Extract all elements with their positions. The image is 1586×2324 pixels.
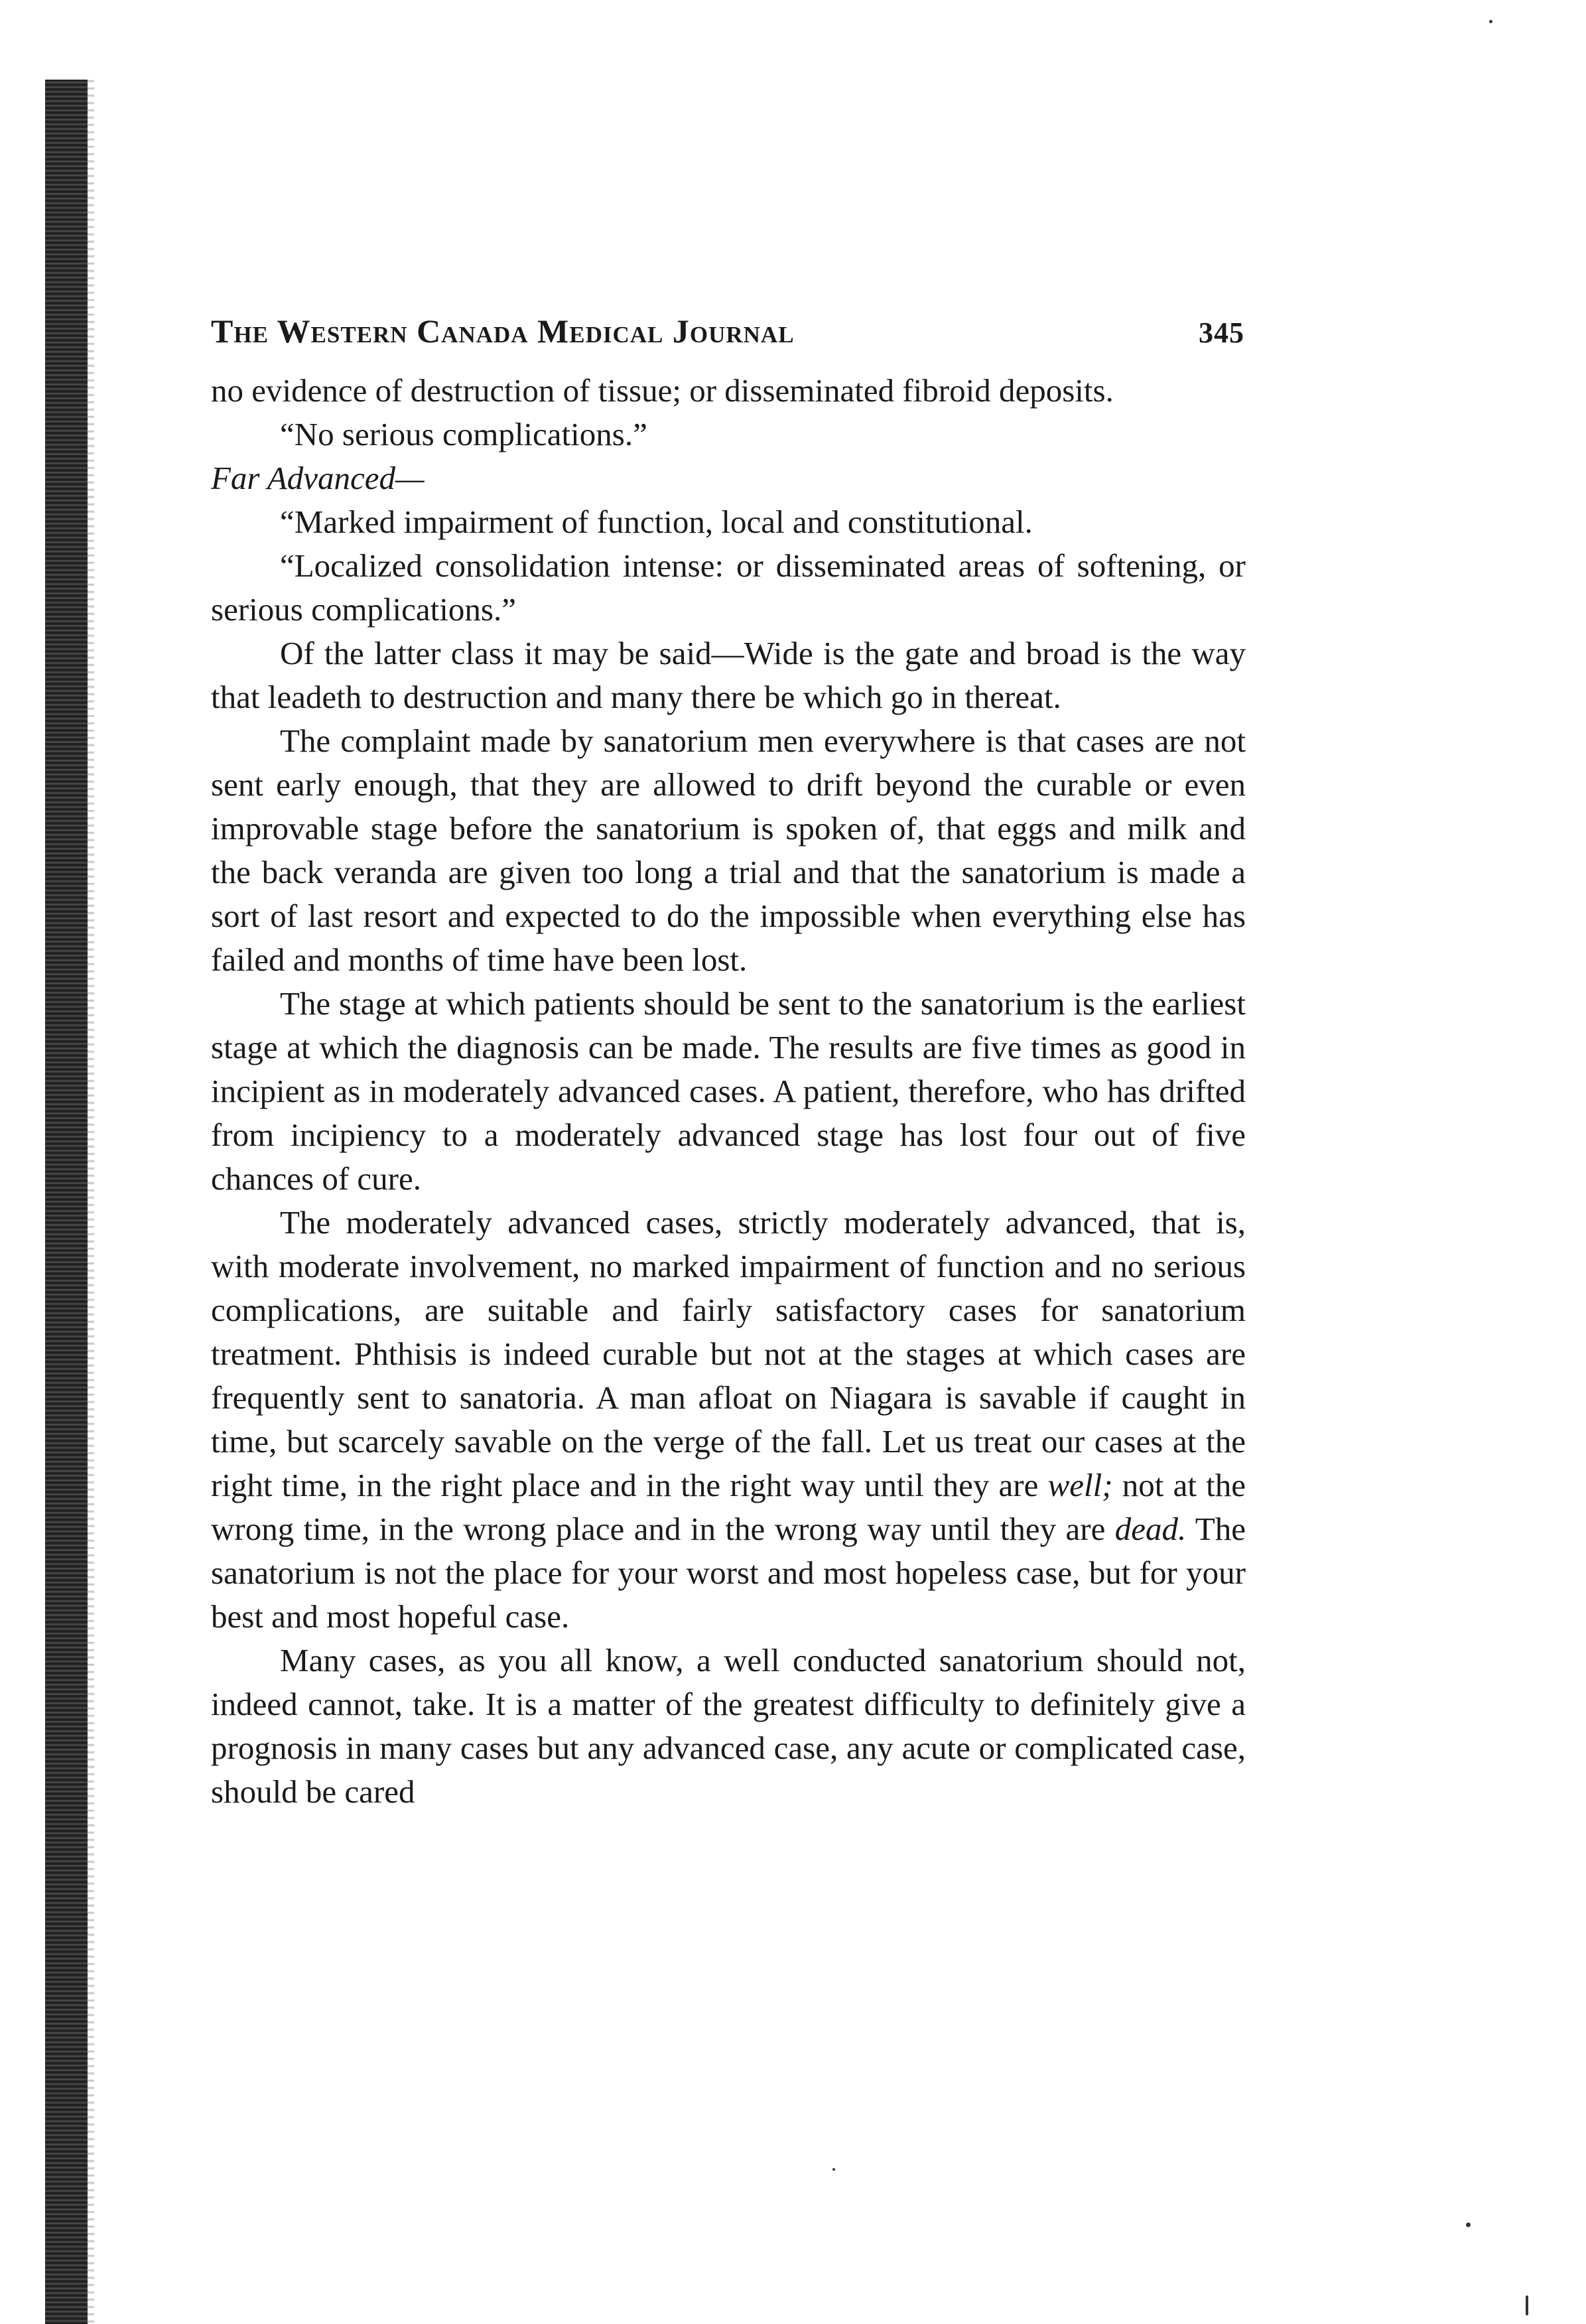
book-binding-edge xyxy=(45,80,88,2324)
scan-speck xyxy=(1526,2295,1528,2315)
paragraph: The complaint made by sanatorium men everywhere is that cases are not sent early enough, that they are allowed to drift beyond the curable or even improvable stage before the sanatorium is spoken of, that eggs and milk and the back veranda are given too long a trial and that the sanatorium is made a sort of last resort and expected to do the impossible when everything else has failed and months of time have been lost. xyxy=(211,722,1246,978)
paragraph: Many cases, as you all know, a well conducted sanatorium should not, indeed cannot, take. It is a matter of the greatest difficulty to definitely give a prognosis in many cases but any advanced case, any acute or complicated case, should be cared xyxy=(211,1642,1246,1810)
scan-speck xyxy=(832,2168,835,2171)
paragraph: “Marked impairment of function, local and constitutional. xyxy=(280,504,1033,540)
paragraph xyxy=(211,1201,1246,1639)
paragraph: no evidence of destruction of tissue; or disseminated fibroid deposits. xyxy=(211,372,1114,409)
text-run: not at the wrong time, in the wrong place and in the wrong way until they are xyxy=(211,1467,1246,1547)
paragraph: The stage at which patients should be sent to the sanatorium is the earliest stage at which the diagnosis can be made. The results are five times as good in incipient as in moderately advanced cases. A patient, therefore, who has drifted from incipiency to a moderately advanced stage has lost four out of five chances of cure. xyxy=(211,985,1246,1197)
text-run: The moderately advanced cases, strictly moderately advanced, that is, with moderate involvement, no marked impairment of function and no serious complications, are suitable and fairly satisfactory cases for sanatorium treatment. Phthisis is indeed curable but not at the stages at which cases are frequently sent to sanatoria. A man afloat on Niagara is savable if caught in time, but scarcely savable on the verge of the fall. Let us treat our cases at the right time, in the right place and in the right way until they are xyxy=(211,1204,1246,1503)
section-heading: Far Advanced— xyxy=(211,460,425,496)
emphasis: dead. xyxy=(1114,1511,1187,1547)
scan-speck xyxy=(1466,2222,1471,2227)
page-number: 345 xyxy=(1199,316,1244,349)
running-header xyxy=(211,312,1246,350)
body-text xyxy=(211,369,1246,1814)
emphasis: well; xyxy=(1047,1467,1113,1503)
text-run: The sanatorium is not the place for your worst and most hopeless case, but for your best and most hopeful case. xyxy=(211,1511,1246,1635)
binding-shadow xyxy=(88,80,94,2324)
paragraph: “No serious complications.” xyxy=(280,416,647,452)
paragraph: Of the latter class it may be said—Wide is the gate and broad is the way that leadeth to destruction and many there be which go in thereat. xyxy=(211,635,1246,715)
page xyxy=(211,312,1246,1814)
scan-speck xyxy=(1489,20,1492,23)
journal-title: The Western Canada Medical Journal xyxy=(211,312,795,350)
paragraph: “Localized consolidation intense: or disseminated areas of softening, or serious complications.” xyxy=(211,547,1246,628)
